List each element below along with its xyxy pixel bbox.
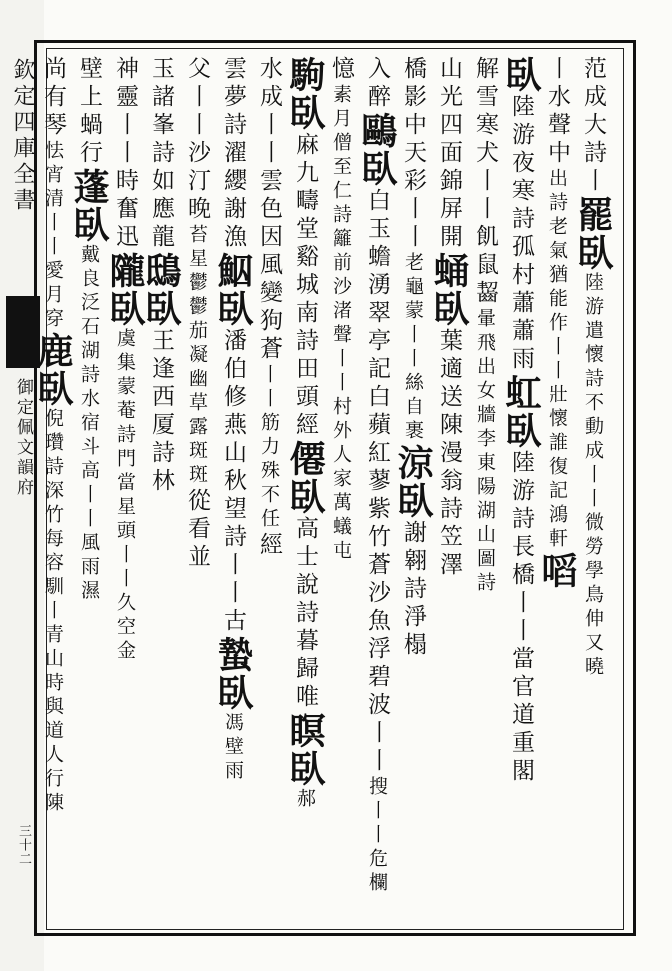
text-run: 潘伯修燕山秋望詩丨丨古 (220, 328, 246, 636)
text-run: 神靈丨丨時奮迅 (112, 56, 138, 252)
headword: 僊臥 (284, 440, 326, 516)
text-run: 倪瓚詩深竹每容馴丨青山時與道人行陳 (42, 408, 64, 816)
text-run: 陸游夜寒詩孤村蕭蕭雨 (508, 94, 534, 374)
text-run: 苔星鬱鬱茄凝幽草露斑斑 (186, 224, 208, 488)
text-run: 壁上蝸行 (76, 56, 102, 168)
headword: 鷗臥 (356, 112, 398, 188)
headword: 㗖 (536, 552, 578, 590)
book-header: 欽定四庫全書 (10, 58, 35, 214)
text-run: 高士說詩暮歸唯 (292, 516, 318, 712)
text-column (68, 56, 112, 918)
headword: 蓬臥 (68, 168, 110, 244)
text-run: 入醉 (364, 56, 390, 112)
text-run: 經 (256, 532, 282, 560)
headword: 罷臥 (572, 196, 614, 272)
text-run: 解雪寒犬丨丨飢鼠齧 (472, 56, 498, 308)
text-run: 范成大詩丨 (580, 56, 606, 196)
text-column (184, 56, 220, 918)
text-run: 虞集蒙菴詩門當星 (114, 328, 136, 520)
text-run: 陸游遣懷詩不動成丨丨微勞學鳥伸又曉 (582, 272, 604, 680)
text-run: 葉適送陳漫翁詩笠澤 (436, 328, 462, 580)
text-run: 素月僧至仁詩籬前沙渚聲丨丨村外人家萬蟻屯 (330, 84, 352, 564)
text-column (428, 56, 472, 918)
headword: 虹臥 (500, 374, 542, 450)
text-column (356, 56, 400, 918)
text-run: 頭丨丨久空金 (114, 520, 136, 664)
text-run: 雲夢詩濯纓謝漁 (220, 56, 246, 252)
text-run: 怯宵清丨丨愛月穿 (42, 140, 64, 332)
text-run: 憶 (328, 56, 354, 84)
text-run: 謝翱詩淨榻 (400, 520, 426, 660)
headword: 臥 (500, 56, 542, 94)
page-number: 三十二 (16, 824, 31, 866)
headword: 鮂臥 (212, 252, 254, 328)
text-run: 麻九疇堂谿城南詩田頭經 (292, 132, 318, 440)
book-side-title: 御定佩文韻府 (13, 378, 33, 498)
text-run: 玉諸峯詩如應龍 (148, 56, 174, 252)
text-run: 出詩老氣猶能作丨丨壯懷誰復記鴻軒 (546, 168, 568, 552)
text-run: 從看並 (184, 488, 210, 572)
text-run: 馮壁雨 (222, 712, 244, 784)
text-column (212, 56, 256, 918)
text-run: 水成丨丨雲色因風變狗蒼 (256, 56, 282, 364)
text-column (32, 56, 76, 918)
headword: 涼臥 (392, 444, 434, 520)
text-run: 橋影中天彩丨丨 (400, 56, 426, 252)
text-column (256, 56, 292, 918)
headword: 鴟臥 (140, 252, 182, 328)
headword: 隴臥 (104, 252, 146, 328)
text-run: 白玉蟾湧翠亭記白蘋紅蓼紫竹蒼沙魚浮碧波丨丨 (364, 188, 390, 776)
text-column (392, 56, 436, 918)
text-run: 搜丨丨危欄 (366, 776, 388, 896)
text-column (284, 56, 328, 918)
headword: 蟄臥 (212, 636, 254, 712)
headword: 駒臥 (284, 56, 326, 132)
text-column (536, 56, 580, 918)
text-run: 陸游詩長橋丨丨當官道重閣 (508, 450, 534, 786)
text-run: 斗高丨丨風雨濕 (78, 436, 100, 604)
headword: 瞑臥 (284, 712, 326, 788)
text-column (104, 56, 148, 918)
text-run: 丨丨筋力殊不任 (258, 364, 280, 532)
text-column (500, 56, 544, 918)
headword: 蛹臥 (428, 252, 470, 328)
text-column (328, 56, 364, 918)
text-column (572, 56, 616, 918)
text-run: 暈飛出女牆李東陽湖山圖詩 (474, 308, 496, 596)
headword: 鹿臥 (32, 332, 74, 408)
text-run: 戴良泛石湖詩水宿 (78, 244, 100, 436)
text-run: 王逢西厦詩林 (148, 328, 174, 496)
text-run: 父丨丨沙汀晚 (184, 56, 210, 224)
text-run: 郝 (294, 788, 316, 812)
text-run: 尚有琴 (40, 56, 66, 140)
text-run: 丨水聲中 (544, 56, 570, 168)
text-run: 老龜蒙丨丨絲自裹 (402, 252, 424, 444)
text-run: 山光四面錦屏開 (436, 56, 462, 252)
text-column (472, 56, 508, 918)
text-column (140, 56, 184, 918)
